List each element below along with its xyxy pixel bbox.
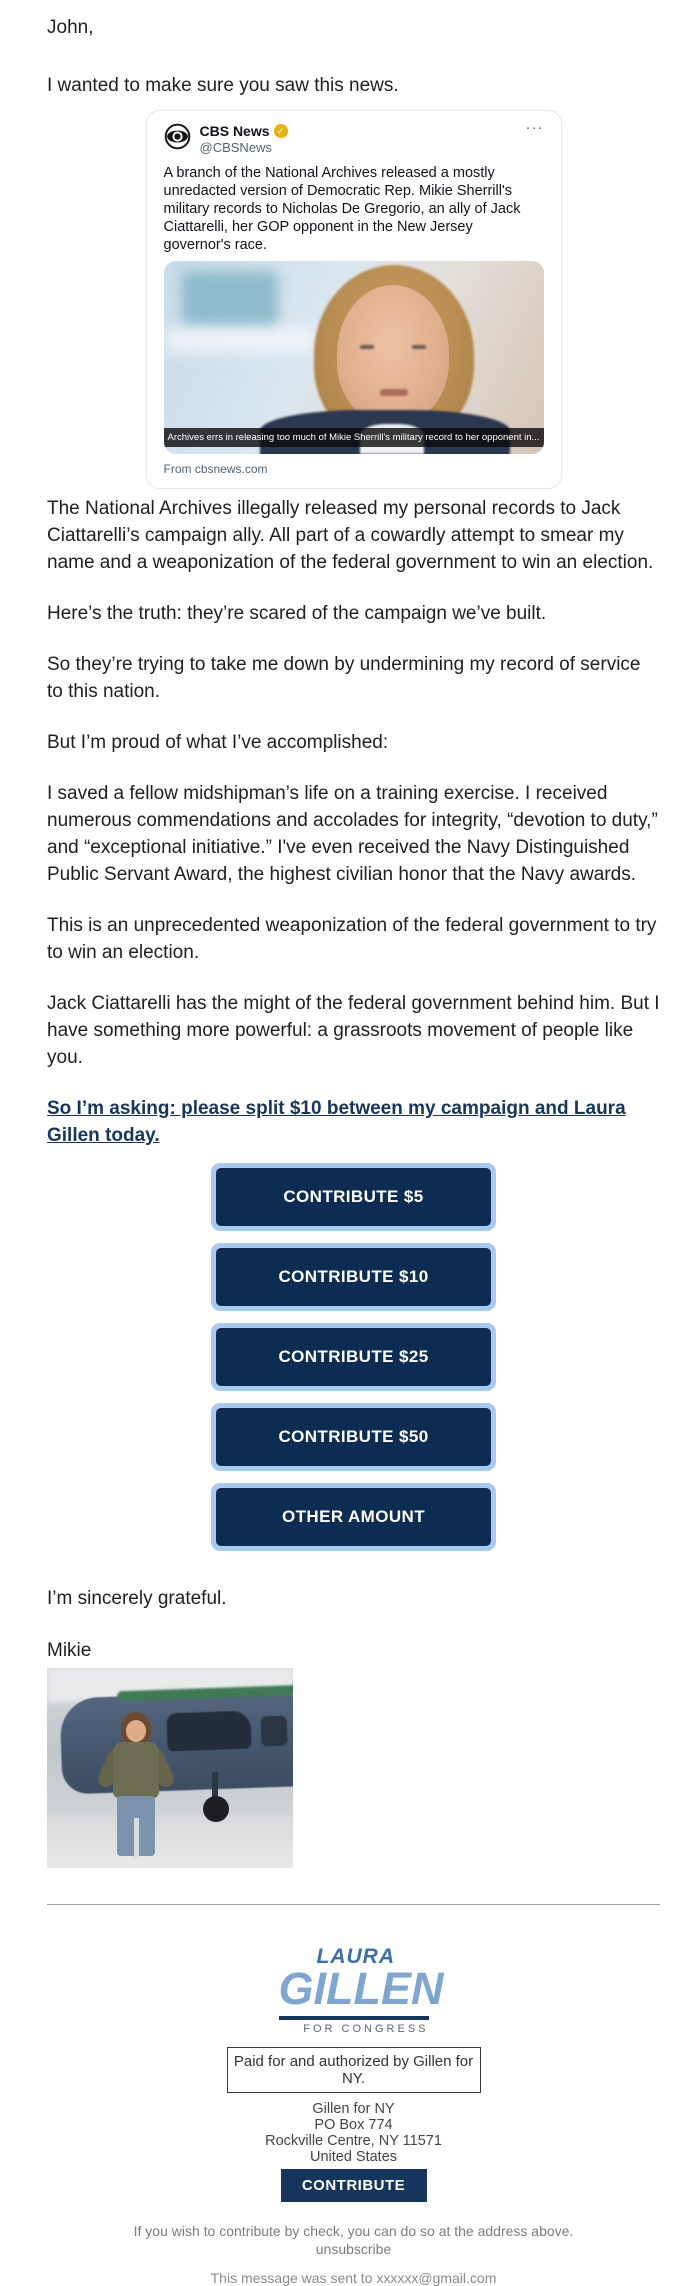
address-line: Gillen for NY — [312, 2101, 395, 2117]
paragraph: I saved a fellow midshipman’s life on a training exercise. I received numerous commendations and accolades for integrity, “devotion to duty,” and “exceptional initiative.” I've even received the Navy Distinguished Public Servant Award, the highest civilian honor that the Navy awards. — [47, 783, 658, 885]
tweet-author-name: CBS News — [199, 123, 270, 139]
split-donation-link[interactable]: So I’m asking: please split $10 between my campaign and Laura Gillen today. — [47, 1098, 626, 1146]
person-flight-suit-torso — [113, 1742, 159, 1798]
contribute-10-button[interactable] — [211, 1243, 496, 1311]
helicopter-side-window — [260, 1716, 287, 1747]
contribute-5-label: CONTRIBUTE $5 — [216, 1168, 491, 1226]
footer-contribute-button[interactable]: CONTRIBUTE — [281, 2169, 427, 2202]
sent-to-line: This message was sent to xxxxxx@gmail.com — [210, 2270, 497, 2286]
intro-line: I wanted to make sure you saw this news. — [47, 75, 399, 96]
tweet-image-person-mouth — [380, 389, 408, 396]
tweet-text: A branch of the National Archives released a mostly unredacted version of Democratic Rep. Mikie Sherrill's military records to Nicholas De Gregorio, an ally of Jack Ciattarelli, her GOP opponent in the New Jersey governor's race. — [163, 165, 521, 253]
logo-tagline: FOR CONGRESS — [303, 2023, 429, 2035]
paragraph: So they’re trying to take me down by undermining my record of service to this nation. — [47, 654, 641, 702]
tweet-image-person-face — [337, 285, 449, 423]
logo-last-name: GILLEN — [278, 1963, 444, 2014]
person-face — [126, 1720, 146, 1742]
contribute-25-button[interactable] — [211, 1323, 496, 1391]
cbs-eye-logo-icon — [164, 123, 191, 150]
helicopter-wheel — [203, 1796, 229, 1822]
paragraph: Here’s the truth: they’re scared of the campaign we’ve built. — [47, 603, 547, 624]
photo-hangar-floor — [47, 1816, 293, 1868]
verified-badge-icon: ✓ — [274, 124, 288, 138]
footer-fineprint — [47, 2222, 660, 2258]
tweet-image-person-eyes — [360, 345, 426, 350]
other-amount-label: OTHER AMOUNT — [216, 1488, 491, 1546]
tweet-article-image[interactable] — [164, 261, 544, 454]
tweet-source-attribution: From cbsnews.com — [163, 462, 268, 476]
paid-for-disclaimer: Paid for and authorized by Gillen for NY. — [227, 2047, 481, 2093]
signature-name: Mikie — [47, 1640, 92, 1661]
paragraph: The National Archives illegally released my personal records to Jack Ciattarelli’s campaign ally. All part of a cowardly attempt to smear my name and a weaponization of the federal government to win an election. — [47, 498, 654, 573]
tweet-identity — [200, 123, 526, 155]
other-amount-button[interactable] — [211, 1483, 496, 1551]
contribute-25-label: CONTRIBUTE $25 — [216, 1328, 491, 1386]
tweet-more-menu-icon[interactable]: ··· — [525, 119, 544, 136]
tweet-image-background-shape — [182, 271, 278, 329]
helicopter-cockpit-window — [166, 1711, 251, 1752]
campaign-address — [47, 2101, 660, 2165]
tweet-header — [164, 119, 544, 155]
mikie-helicopter-photo — [47, 1668, 293, 1868]
person-jeans-gap — [134, 1818, 139, 1858]
tweet-image-background-shape — [164, 327, 314, 353]
greeting: John, — [47, 17, 94, 38]
paragraph: But I’m proud of what I’ve accomplished: — [47, 732, 389, 753]
paragraph: This is an unprecedented weaponization of the federal government to try to win an election. — [47, 915, 657, 963]
unsubscribe-link[interactable]: unsubscribe — [315, 2241, 392, 2257]
contribute-10-label: CONTRIBUTE $10 — [216, 1248, 491, 1306]
logo-first-name: LAURA — [316, 1945, 395, 1968]
email-paragraphs — [47, 495, 660, 1149]
embedded-tweet[interactable] — [146, 110, 562, 489]
address-line: PO Box 774 — [314, 2117, 393, 2133]
address-line: United States — [309, 2149, 398, 2165]
footer-divider — [47, 1904, 660, 1905]
contribute-50-label: CONTRIBUTE $50 — [216, 1408, 491, 1466]
check-notice: If you wish to contribute by check, you can do so at the address above. — [133, 2223, 574, 2239]
contribute-50-button[interactable] — [211, 1403, 496, 1471]
tweet-image-caption: Archives errs in releasing too much of Mikie Sherrill's military record to her opponent in... — [164, 428, 544, 447]
contribute-5-button[interactable] — [211, 1163, 496, 1231]
tweet-author-handle: @CBSNews — [199, 140, 272, 155]
gratitude-line: I’m sincerely grateful. — [47, 1588, 227, 1609]
paragraph: Jack Ciattarelli has the might of the federal government behind him. But I have something more powerful: a grassroots movement of people like you. — [47, 993, 660, 1068]
logo-underline-bar — [279, 2016, 429, 2020]
donation-button-group — [47, 1163, 660, 1551]
address-line: Rockville Centre, NY 11571 — [265, 2133, 442, 2149]
laura-gillen-logo — [278, 1945, 444, 2035]
